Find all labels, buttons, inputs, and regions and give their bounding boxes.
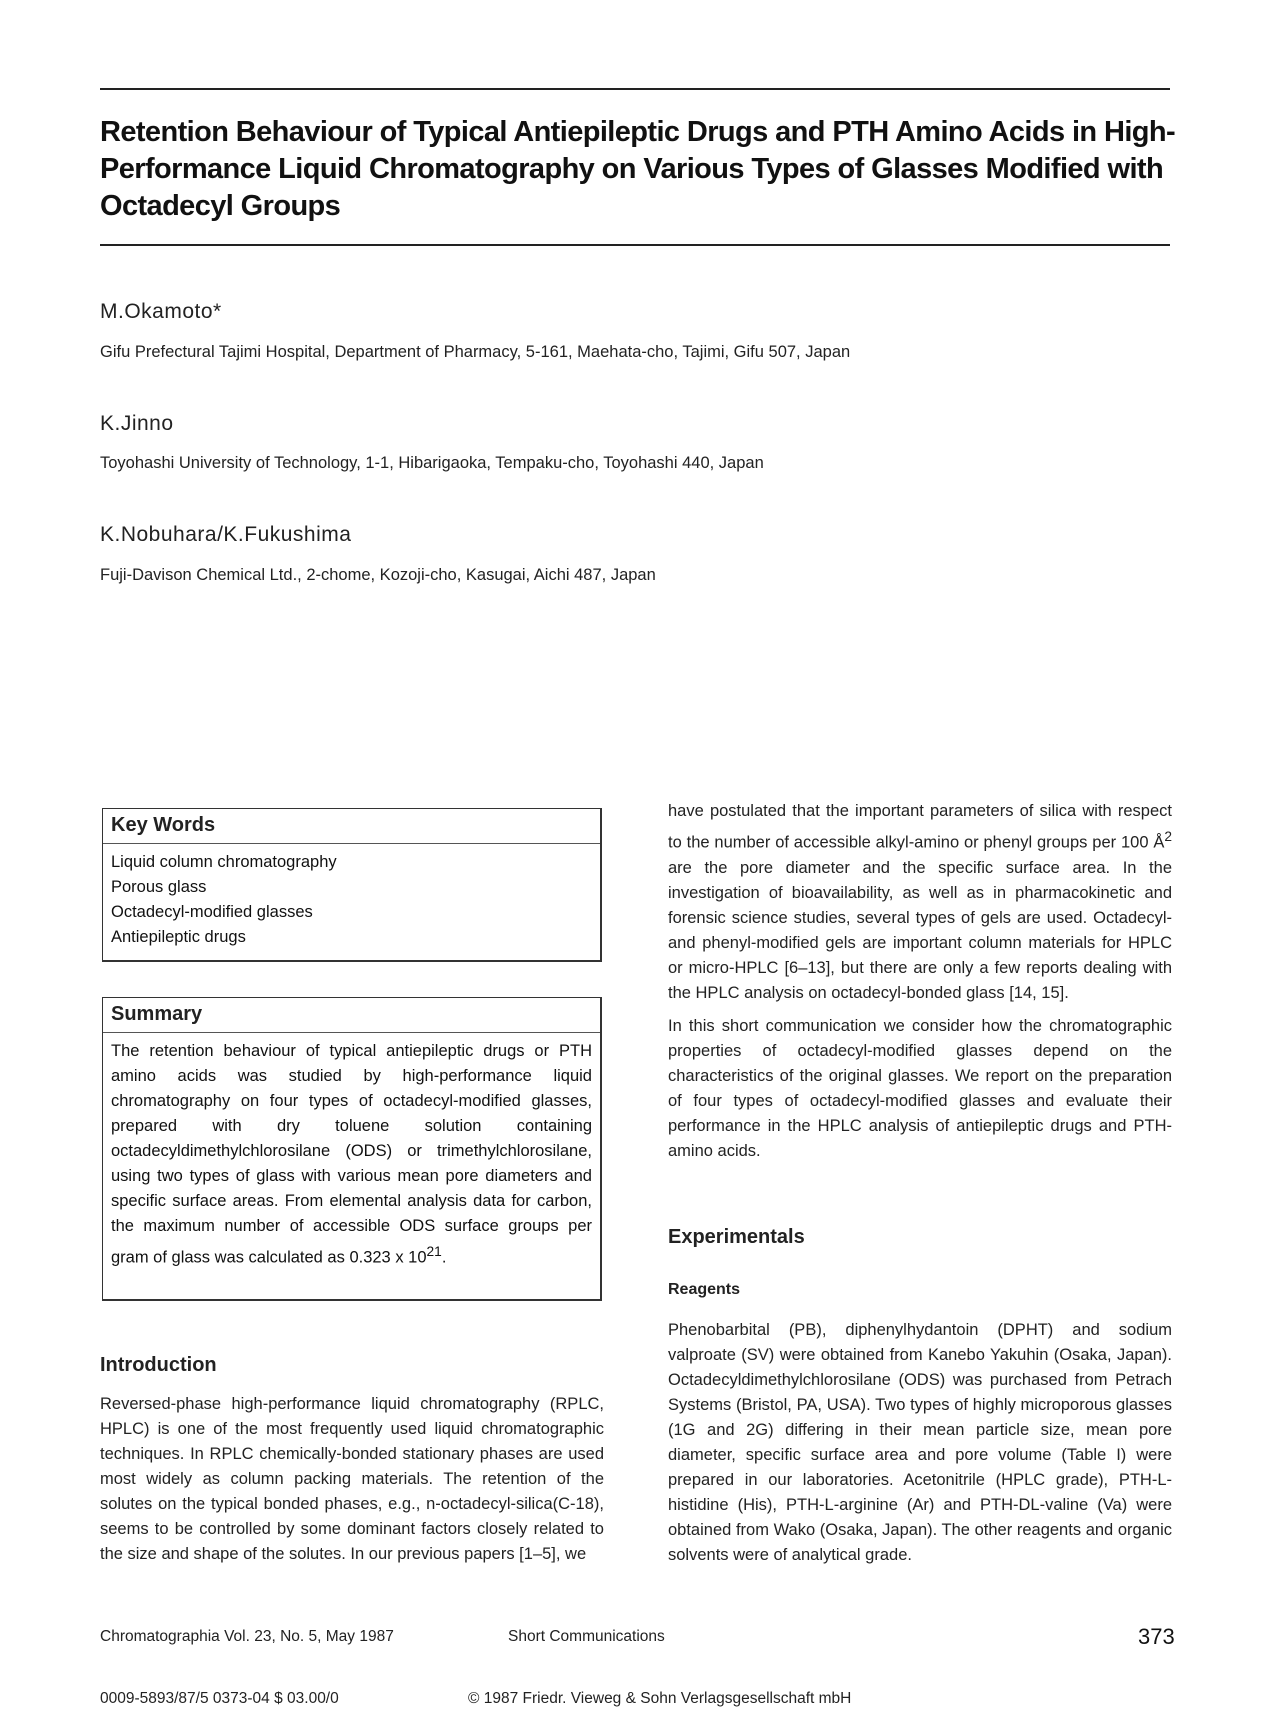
- key-words-heading: Key Words: [111, 814, 216, 836]
- page-number: 373: [1138, 1624, 1175, 1649]
- affiliation-2: Toyohashi University of Technology, 1-1, Hibarigaoka, Tempaku-cho, Toyohashi 440, Japan: [100, 454, 764, 472]
- author-1: M.Okamoto*: [100, 300, 222, 323]
- keyword-item: Porous glass: [111, 878, 207, 896]
- summary-text: The retention behaviour of typical antiepileptic drugs or PTH amino acids was studied by high-performance liquid chromatography on four types of octadecyl-modified glasses, prepared with dry toluene solution containing octadecyldimethylchlorosilane (ODS) or trimethylchlorosilane, using two types of glass with various mean pore diameters and specific surface areas. From elemental analysis data for carbon, the maximum number of accessible ODS surface groups per gram of glass was calculated as 0.323 x $10^{21}$.: [111, 1042, 592, 1267]
- article-title: Retention Behaviour of Typical Antiepileptic Drugs and PTH Amino Acids in High-Performance Liquid Chromatography on Various Types of Glasses Modified with Octadecyl Groups: [100, 116, 1176, 222]
- introduction-paragraph-1: Reversed-phase high-performance liquid chromatography (RPLC, HPLC) is one of the most frequently used liquid chromatographic techniques. In RPLC chemically-bonded stationary phases are used most widely as column packing materials. The retention of the solutes on the typical bonded phases, e.g., n-octadecyl-silica(C-18), seems to be controlled by some dominant factors closely related to the size and shape of the solutes. In our previous papers [1–5], we: [100, 1395, 604, 1563]
- introduction-left-column: [100, 1392, 604, 1567]
- author-3: K.Nobuhara/K.Fukushima: [100, 523, 352, 546]
- copyright-notice: © 1987 Friedr. Vieweg & Sohn Verlagsgesellschaft mbH: [468, 1690, 852, 1707]
- reagents-paragraph: Phenobarbital (PB), diphenylhydantoin (DPHT) and sodium valproate (SV) were obtained from Kanebo Yakuhin (Osaka, Japan). Octadecyldimethylchlorosilane (ODS) was purchased from Petrach Systems (Bristol, PA, USA). Two types of highly microporous glasses (1G and 2G) differing in their mean particle size, mean pore diameter, specific surface area and pore volume (Table I) were prepared in our laboratories. Acetonitrile (HPLC grade), PTH-L-histidine (His), PTH-L-arginine (Ar) and PTH-DL-valine (Va) were obtained from Wako (Osaka, Japan). The other reagents and organic solvents were of analytical grade.: [668, 1321, 1172, 1564]
- introduction-heading: Introduction: [100, 1354, 217, 1376]
- right-column: [668, 799, 1172, 1164]
- introduction-paragraph-2: In this short communication we consider how the chromatographic properties of octadecyl-modified glasses depend on the characteristics of the original glasses. We report on the preparation of four types of octadecyl-modified glasses and evaluate their performance in the HPLC analysis of antiepileptic drugs and PTH-amino acids.: [668, 1016, 1172, 1160]
- summary-box: [102, 997, 602, 1301]
- reagents-column: [668, 1318, 1172, 1568]
- key-words-list: [103, 844, 600, 956]
- keyword-item: Liquid column chromatography: [111, 853, 337, 871]
- reagents-heading: Reagents: [668, 1281, 741, 1298]
- summary-heading: Summary: [111, 1003, 203, 1025]
- keyword-item: Antiepileptic drugs: [111, 928, 246, 946]
- keyword-item: Octadecyl-modified glasses: [111, 903, 313, 921]
- key-words-box: [102, 808, 602, 962]
- experimentals-heading: Experimentals: [668, 1226, 805, 1248]
- author-2: K.Jinno: [100, 412, 174, 435]
- article-code: 0009-5893/87/5 0373-04 $ 03.00/0: [100, 1690, 339, 1707]
- summary-exponent: 21: [426, 1244, 442, 1259]
- section-label: Short Communications: [508, 1628, 665, 1645]
- affiliation-1: Gifu Prefectural Tajimi Hospital, Department of Pharmacy, 5-161, Maehata-cho, Tajimi, Gifu 507, Japan: [100, 343, 851, 361]
- title-bottom-rule: [100, 244, 1170, 246]
- journal-citation: Chromatographia Vol. 23, No. 5, May 1987: [100, 1628, 394, 1645]
- affiliation-3: Fuji-Davison Chemical Ltd., 2-chome, Kozoji-cho, Kasugai, Aichi 487, Japan: [100, 566, 656, 584]
- introduction-paragraph-1-continued: have postulated that the important parameters of silica with respect to the number of accessible alkyl-amino or phenyl groups per 100 $Å^2$ are the pore diameter and the specific surface area. In the investigation of bioavailability, as well as in pharmacokinetic and forensic science studies, several types of gels are used. Octadecyl- and phenyl-modified gels are important column materials for HPLC or micro-HPLC [6–13], but there are only a few reports dealing with the HPLC analysis on octadecyl-bonded glass [14, 15].: [668, 802, 1172, 1002]
- top-rule: [100, 88, 1170, 90]
